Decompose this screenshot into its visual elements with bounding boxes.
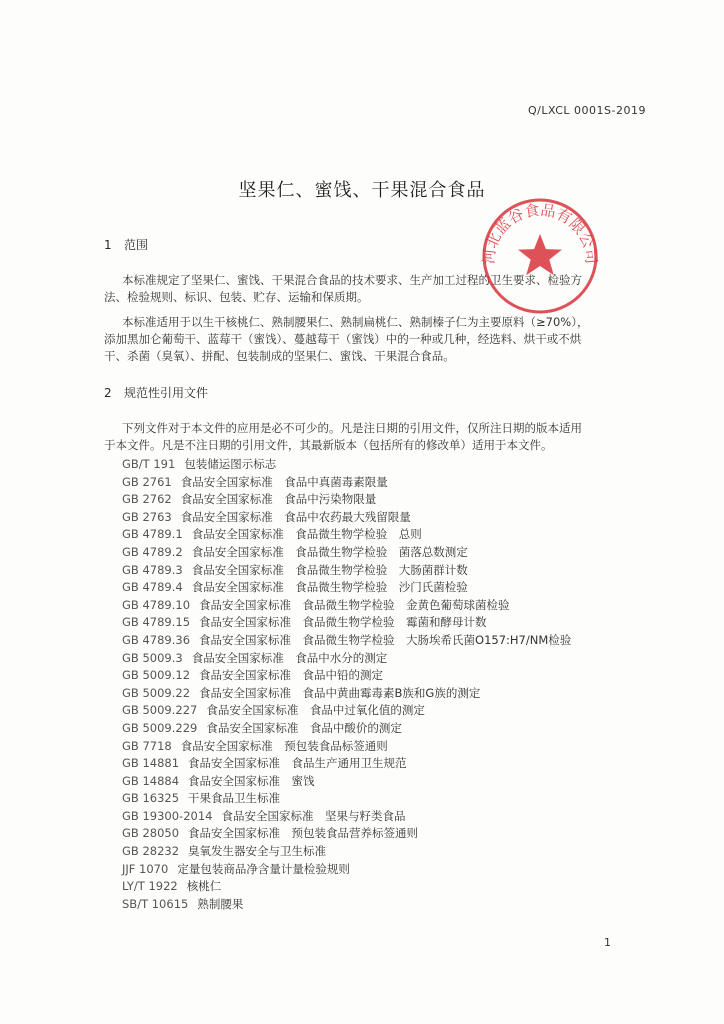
- reference-code: GB 4789.10: [122, 597, 191, 612]
- reference-title: 食品安全国家标准 蜜饯: [188, 773, 315, 788]
- reference-title: 臭氧发生器安全与卫生标准: [188, 844, 327, 859]
- reference-item: [122, 509, 571, 527]
- reference-item: [122, 685, 571, 703]
- reference-title: 食品安全国家标准 食品微生物学检验 霉菌和酵母计数: [199, 615, 487, 630]
- reference-item: [122, 632, 571, 650]
- reference-title: 定量包装商品净含量计量检验规则: [177, 861, 350, 876]
- reference-code: GB 7718: [122, 738, 172, 753]
- reference-item: [122, 720, 571, 738]
- reference-code: GB/T 191: [122, 457, 176, 471]
- text-line: 下列文件对于本文件的应用是必不可少的。凡是注日期的引用文件，仅所注日期的版本适用: [122, 421, 582, 435]
- reference-item: [122, 597, 571, 615]
- reference-code: GB 19300-2014: [122, 808, 213, 823]
- reference-code: SB/T 10615: [122, 896, 189, 911]
- reference-title: 食品安全国家标准 食品微生物学检验 总则: [191, 527, 422, 542]
- reference-item: [122, 878, 571, 896]
- reference-title: 食品安全国家标准 食品微生物学检验 菌落总数测定: [191, 544, 468, 559]
- reference-title: 食品安全国家标准 坚果与籽类食品: [221, 808, 406, 823]
- section-title: 范围: [124, 238, 149, 252]
- reference-code: GB 4789.36: [122, 632, 191, 647]
- reference-title: 食品安全国家标准 食品微生物学检验 大肠埃希氏菌O157:H7/NM检验: [199, 632, 572, 647]
- reference-item: [122, 738, 571, 756]
- reference-item: [122, 861, 571, 879]
- reference-code: GB 4789.1: [122, 527, 183, 542]
- reference-code: GB 14884: [122, 773, 180, 788]
- reference-item: [122, 790, 571, 808]
- scope-paragraph-2: [122, 314, 588, 331]
- reference-item: [122, 843, 571, 861]
- section-number: 1: [104, 238, 112, 252]
- reference-title: 食品安全国家标准 预包装食品标签通则: [180, 738, 388, 753]
- reference-item: [122, 896, 571, 914]
- reference-code: LY/T 1922: [122, 879, 178, 894]
- section-heading-normative-references: [104, 384, 208, 401]
- star-icon: [518, 234, 562, 275]
- reference-item: [122, 773, 571, 791]
- reference-title: 食品安全国家标准 食品中污染物限量: [180, 492, 377, 507]
- text-line: 添加黑加仑葡萄干、蓝莓干（蜜饯）、蔓越莓干（蜜饯）中的一种或几种，经选料、烘干或不烘: [104, 332, 582, 346]
- seal-text-path: 河北蓝谷食品有限公司: [480, 200, 600, 265]
- reference-title: 食品安全国家标准 食品中水分的测定: [191, 650, 388, 665]
- page-number: 1: [604, 936, 611, 949]
- reference-title: 食品安全国家标准 食品微生物学检验 金黄色葡萄球菌检验: [199, 597, 510, 612]
- section-heading-scope: [104, 236, 148, 253]
- reference-code: GB 4789.4: [122, 580, 183, 595]
- reference-code: GB 5009.229: [122, 720, 198, 735]
- reference-title: 食品安全国家标准 食品中酸价的测定: [206, 720, 402, 735]
- reference-title: 核桃仁: [186, 879, 222, 894]
- reference-item: [122, 808, 571, 826]
- reference-title: 食品安全国家标准 食品中黄曲霉毒素B族和G族的测定: [199, 685, 481, 700]
- page-title: 坚果仁、蜜饯、干果混合食品: [238, 180, 486, 201]
- reference-code: GB 28050: [122, 826, 180, 841]
- reference-item: [122, 491, 571, 509]
- reference-code: GB 4789.15: [122, 615, 191, 630]
- reference-item: [122, 562, 571, 580]
- reference-title: 食品安全国家标准 食品中铅的测定: [199, 668, 384, 683]
- text-line: 本标准规定了坚果仁、蜜饯、干果混合食品的技术要求、生产加工过程的卫生要求、检验方: [122, 273, 582, 287]
- reference-title: 包装储运图示标志: [184, 457, 277, 471]
- text-line: 本标准适用于以生干核桃仁、熟制腰果仁、熟制扁桃仁、熟制榛子仁为主要原料（≥70%），: [122, 315, 589, 329]
- reference-code: GB 5009.227: [122, 703, 198, 718]
- section-number: 2: [104, 386, 112, 400]
- reference-title: 食品安全国家标准 食品微生物学检验 大肠菌群计数: [191, 562, 468, 577]
- reference-title: 食品安全国家标准 食品生产通用卫生规范: [188, 756, 407, 771]
- reference-code: GB 2761: [122, 474, 172, 489]
- text-line: 于本文件。凡是不注日期的引用文件，其最新版本（包括所有的修改单）适用于本文件。: [104, 438, 553, 452]
- reference-code: GB 5009.3: [122, 650, 183, 665]
- reference-item: [122, 614, 571, 632]
- scope-paragraph-1-cont: [104, 289, 369, 306]
- reference-title: 食品安全国家标准 食品中真菌毒素限量: [180, 474, 388, 489]
- normative-intro-cont: [104, 437, 553, 454]
- reference-title: 食品安全国家标准 预包装食品营养标签通则: [188, 826, 419, 841]
- reference-item: [122, 702, 571, 720]
- reference-code: GB 5009.12: [122, 668, 191, 683]
- reference-item: [122, 474, 571, 492]
- reference-list: [122, 456, 571, 913]
- reference-item: [122, 825, 571, 843]
- reference-code: GB 4789.2: [122, 544, 183, 559]
- normative-intro: [122, 420, 582, 437]
- reference-code: GB 14881: [122, 756, 180, 771]
- reference-code: GB 2762: [122, 492, 172, 507]
- reference-title: 食品安全国家标准 食品微生物学检验 沙门氏菌检验: [191, 580, 468, 595]
- reference-code: GB 4789.3: [122, 562, 183, 577]
- company-seal: [480, 196, 600, 316]
- reference-code: GB 5009.22: [122, 685, 191, 700]
- reference-code: GB 28232: [122, 844, 180, 859]
- reference-item: [122, 456, 571, 474]
- reference-item: [122, 526, 571, 544]
- reference-item: [122, 650, 571, 668]
- reference-item: [122, 667, 571, 685]
- reference-code: JJF 1070: [122, 861, 169, 876]
- scope-paragraph-2-cont: [104, 331, 581, 365]
- reference-title: 食品安全国家标准 食品中农药最大残留限量: [180, 509, 411, 524]
- reference-item: [122, 579, 571, 597]
- reference-title: 熟制腰果: [197, 896, 244, 911]
- document-code: Q/LXCL 0001S-2019: [528, 104, 646, 117]
- reference-title: 干果食品卫生标准: [188, 791, 281, 806]
- reference-item: [122, 544, 571, 562]
- reference-item: [122, 755, 571, 773]
- text-line: 法、检验规则、标识、包装、贮存、运输和保质期。: [104, 290, 369, 304]
- reference-title: 食品安全国家标准 食品中过氧化值的测定: [206, 703, 425, 718]
- section-title: 规范性引用文件: [124, 386, 209, 400]
- reference-code: GB 2763: [122, 509, 172, 524]
- text-line: 干、杀菌（臭氧）、拼配、包装制成的坚果仁、蜜饯、干果混合食品。: [104, 349, 455, 363]
- reference-code: GB 16325: [122, 791, 180, 806]
